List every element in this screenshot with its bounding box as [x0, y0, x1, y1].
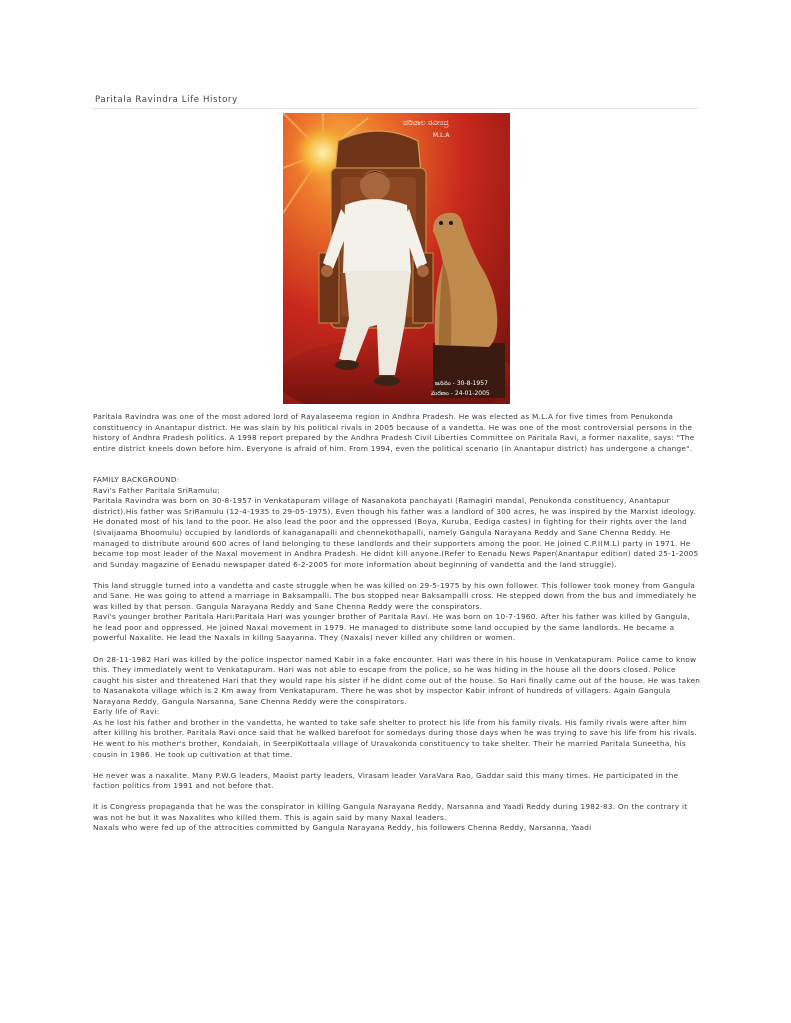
- svg-text:మరణం - 24-01-2005: మరణం - 24-01-2005: [431, 390, 490, 397]
- encounter-paragraph: On 28-11-1982 Hari was killed by the police inspector named Kabir in a fake encounter. Hari was there in his house in Venkatapuram. Police came to know this. They immediately went to Venkatapuram. Hari was not able to escape from the police, so he was hiding in the house all the doors closed. Police caught his sister and threatened Hari that they would rape his sister if he didnt come out of the house. So Hari finally came out of the house. He was taken to Nasanakota village which is 2 Km away from Venkatapuram. There he was shot by inspector Kabir infront of hundreds of villagers. Again Gangula Narayana Reddy, Gangula Narsanna, Sane Chenna Reddy were the conspirators.: [93, 654, 701, 706]
- father-heading: Ravi's Father Paritala SriRamulu:: [93, 485, 221, 495]
- vendetta-paragraph: This land struggle turned into a vandetta and caste struggle when he was killed on 29-5-1975 by his own follower. This follower took money from Gangula and Sane. He was going to attend a marriage in Baksampalli. The bus stopped near Baksampalli cross. He stepped down from the bus and immediately he was killed by that person. Gangula Narayana Reddy and Sane Chenna Reddy were the conspirators.: [93, 580, 697, 611]
- naxals-paragraph: Naxals who were fed up of the attrocities committed by Gangula Narayana Reddy, his followers Chenna Reddy, Narsanna, Yaadi: [93, 823, 592, 833]
- article-body: [93, 412, 701, 834]
- page-title: Paritala Ravindra Life History: [95, 95, 238, 105]
- family-background-heading: FAMILY BACKGROUND:: [93, 475, 180, 485]
- early-life-heading: Early life of Ravi:: [93, 707, 160, 717]
- naxalite-paragraph: He never was a naxalite. Many P.W.G leaders, Maoist party leaders, Virasam leader VaraVara Rao, Gaddar said this many times. He participated in the faction politics from 1991 and not before that.: [93, 770, 679, 791]
- title-divider: [92, 108, 698, 109]
- svg-text:M.L.A: M.L.A: [433, 132, 450, 139]
- father-paragraph: Paritala Ravindra was born on 30-8-1957 in Venkatapuram village of Nasanakota panchayati (Ramagiri mandal, Penukonda constituency, Anantapur district).His father was SriRamulu (12-4-1935 to 29-05-1975). Even though his father was a landlord of 300 acres, he was inspired by the Marxist ideology. He donated most of his land to the poor. He also lead the poor and the oppressed (Boya, Kuruba, Eediga castes) in fighting for their rights over the land (sivaijaama Bhoomulu) occupied by landlords of kanaganapalli and chennekothapalli, namely Gangula Narayana Reddy and Sane Chenna Reddy. He managed to distribute around 600 acres of land belonging to these landlords and their supporters among the poor. He joined C.P.I(M.L) party in 1971. He became top most leader of the Naxal movement in Andhra Pradesh. He didnt kill anyone.(Refer to Eenadu News Paper(Anantapur edition) dated 25-1-2005 and Sunday magazine of Eenadu newspaper dated 6-2-2005 for more information about beginning of vandetta and the land struggle).: [93, 496, 699, 569]
- hari-paragraph: Ravi's younger brother Paritala Hari:Paritala Hari was younger brother of Paritala Ravi. He was born on 10-7-1960. After his father was killed by Gangula, he lead poor and oppressed. He joined Naxal movement in 1979. He managed to distribute some land occupied by the same landlords. He became a powerful Naxalite. He lead the Naxals in killng Saayanna. They (Naxals) never killed any children or women.: [93, 612, 690, 643]
- portrait-photo: [283, 113, 510, 404]
- intro-paragraph: Paritala Ravindra was one of the most adored lord of Rayalaseema region in Andhra Pradesh. He was elected as M.L.A for five times from Penukonda constituency in Anantapur district. He was slain by his political rivals in 2005 because of a vandetta. He was one of the most controversial persons in the history of Andhra Pradesh politics. A 1998 report prepared by the Andhra Pradesh Civil Liberties Committee on Paritala Ravi, a former naxalite, says: "The entire district kneels down before him. Everyone is afraid of him. From 1994, even the political scenario (in Anantapur district) has undergone a change".: [93, 412, 695, 453]
- early-life-paragraph: As he lost his father and brother in the vandetta, he wanted to take safe shelter to protect his life from his family rivals. His family rivals were after him after killing his brother. Paritala Ravi once said that he walked barefoot for somedays during those days when he was trying to save his life from his rivals. He went to his mother's brother, Kondaiah, in SeerpiKottaala village of Uravakonda constituency to take shelter. Their he married Paritala Suneetha, his cousin in 1986. He took up cultivation at that time.: [93, 717, 697, 759]
- svg-text:ಪರಿಟಾಲ ರವೀಂದ್ರ: ಪರಿಟಾಲ ರವೀಂದ್ರ: [403, 118, 449, 127]
- congress-paragraph: It is Congress propaganda that he was the conspirator in killing Gangula Narayana Reddy, Narsanna and Yaadi Reddy during 1982-83. On the contrary it was not he but it was Naxalites who killed them. This is again said by many Naxal leaders.: [93, 802, 688, 822]
- svg-text:జననం - 30-8-1957: జననం - 30-8-1957: [435, 380, 488, 387]
